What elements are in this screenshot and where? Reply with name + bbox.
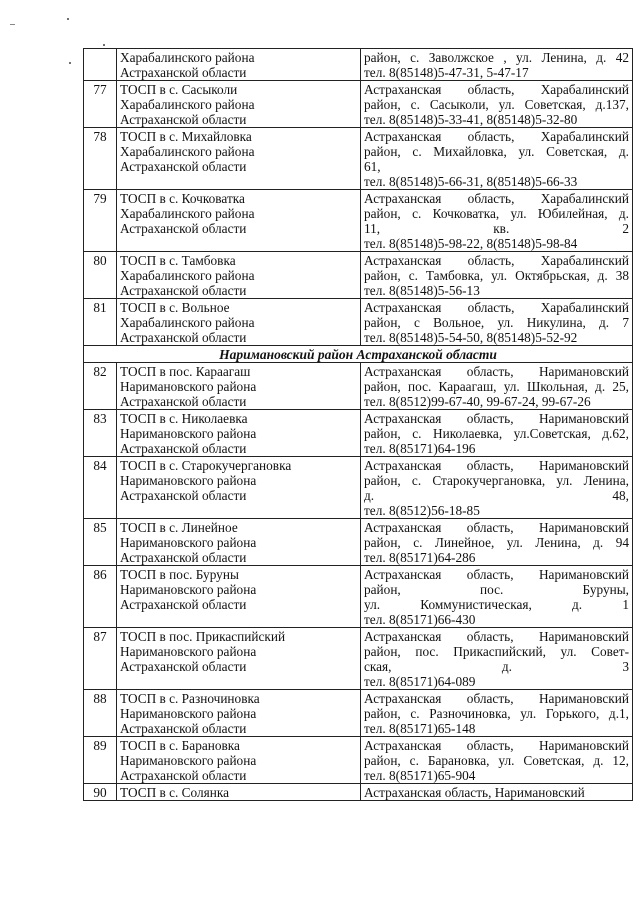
office-name-line: Астраханской области <box>120 330 247 345</box>
office-name-line: ТОСП в с. Тамбовка <box>120 253 236 268</box>
address-cell <box>361 628 633 690</box>
office-name-line: Харабалинского района <box>120 315 255 330</box>
table-row <box>84 690 633 737</box>
office-name-cell <box>117 784 361 801</box>
table-row <box>84 299 633 346</box>
row-number: 79 <box>84 190 117 252</box>
office-name-line: Астраханской области <box>120 65 247 80</box>
address-line: район, с. Николаевка, ул.Советская, д.62, <box>364 426 629 441</box>
address-line: район, с. Линейное, ул. Ленина, д. 94 <box>364 535 629 550</box>
address-cell <box>361 128 633 190</box>
address-cell <box>361 363 633 410</box>
row-number: 83 <box>84 410 117 457</box>
office-name-line: Наримановского района <box>120 426 257 441</box>
office-name-line: Харабалинского района <box>120 144 255 159</box>
office-name-line: Харабалинского района <box>120 268 255 283</box>
table-row <box>84 519 633 566</box>
row-number: 77 <box>84 81 117 128</box>
table-row <box>84 566 633 628</box>
address-line: Астраханская область, Наримановский <box>364 629 629 644</box>
office-name-cell <box>117 49 361 81</box>
office-name-cell <box>117 299 361 346</box>
scan-mark <box>10 24 15 25</box>
phone-line: тел. 8(85171)64-196 <box>364 441 476 456</box>
address-cell <box>361 252 633 299</box>
office-name-line: Астраханской области <box>120 441 247 456</box>
row-number <box>84 49 117 81</box>
row-number: 81 <box>84 299 117 346</box>
address-line: район, с. Тамбовка, ул. Октябрьская, д. 38 <box>364 268 629 283</box>
office-name-line: Наримановского района <box>120 473 257 488</box>
table-row <box>84 410 633 457</box>
table-row <box>84 784 633 801</box>
address-cell <box>361 519 633 566</box>
row-number: 84 <box>84 457 117 519</box>
address-cell <box>361 784 633 801</box>
address-line: Астраханская область, Наримановский <box>364 364 629 379</box>
phone-line: тел. 8(85148)5-66-31, 8(85148)5-66-33 <box>364 174 578 189</box>
row-number: 87 <box>84 628 117 690</box>
office-name-line: Астраханской области <box>120 112 247 127</box>
scan-mark <box>103 44 105 46</box>
phone-line: тел. 8(85148)5-54-50, 8(85148)5-52-92 <box>364 330 578 345</box>
address-line: Астраханская область, Наримановский <box>364 411 629 426</box>
office-name-line: ТОСП в пос. Караагаш <box>120 364 251 379</box>
address-line: район, с. Михайловка, ул. Советская, д. <box>364 144 629 159</box>
phone-line: тел. 8(85148)5-33-41, 8(85148)5-32-80 <box>364 112 578 127</box>
office-name-line: ТОСП в с. Кочковатка <box>120 191 245 206</box>
address-line: Астраханская область, Наримановский <box>364 567 629 582</box>
office-name-line: Астраханской области <box>120 721 247 736</box>
section-title: Наримановский район Астраханской области <box>84 346 633 363</box>
phone-line: тел. 8(85171)64-286 <box>364 550 476 565</box>
office-name-line: Астраханской области <box>120 768 247 783</box>
phone-line: тел. 8(85148)5-47-31, 5-47-17 <box>364 65 529 80</box>
address-line: Астраханская область, Харабалинский <box>364 191 629 206</box>
address-line: Астраханская область, Наримановский <box>364 691 629 706</box>
office-name-cell <box>117 410 361 457</box>
office-name-line: ТОСП в с. Солянка <box>120 785 230 800</box>
office-name-line: Харабалинского района <box>120 97 255 112</box>
office-name-line: ТОСП в с. Старокучергановка <box>120 458 292 473</box>
office-name-cell <box>117 81 361 128</box>
phone-line: тел. 8(85148)5-56-13 <box>364 283 480 298</box>
table-row <box>84 190 633 252</box>
office-name-line: ТОСП в с. Сасыколи <box>120 82 238 97</box>
office-name-line: ТОСП в с. Линейное <box>120 520 238 535</box>
office-name-line: ТОСП в с. Михайловка <box>120 129 252 144</box>
section-header-row <box>84 346 633 363</box>
table-row <box>84 81 633 128</box>
phone-line: тел. 8(85171)64-089 <box>364 674 476 689</box>
address-line: д. 48, <box>364 488 629 503</box>
office-name-line: ТОСП в с. Николаевка <box>120 411 248 426</box>
office-name-line: Астраханской области <box>120 283 247 298</box>
office-name-cell <box>117 628 361 690</box>
row-number: 86 <box>84 566 117 628</box>
office-name-line: Наримановского района <box>120 706 257 721</box>
office-name-line: Астраханской области <box>120 394 247 409</box>
row-number: 85 <box>84 519 117 566</box>
phone-line: тел. 8(85148)5-98-22, 8(85148)5-98-84 <box>364 236 578 251</box>
office-name-line: Наримановского района <box>120 644 257 659</box>
row-number: 78 <box>84 128 117 190</box>
scan-mark <box>67 18 69 20</box>
office-name-line: Наримановского района <box>120 582 257 597</box>
office-name-line: Харабалинского района <box>120 206 255 221</box>
address-cell <box>361 566 633 628</box>
address-line: район, пос. Буруны, <box>364 582 629 597</box>
phone-line: тел. 8(85171)66-430 <box>364 612 476 627</box>
row-number: 80 <box>84 252 117 299</box>
office-name-line: ТОСП в с. Вольное <box>120 300 230 315</box>
address-line: Астраханская область, Харабалинский <box>364 129 629 144</box>
row-number: 89 <box>84 737 117 784</box>
table-row <box>84 628 633 690</box>
phone-line: тел. 8(8512)56-18-85 <box>364 503 480 518</box>
address-line: район, с. Старокучергановка, ул. Ленина, <box>364 473 629 488</box>
address-line: Астраханская область, Наримановский <box>364 785 585 800</box>
address-line: 61, <box>364 159 381 174</box>
address-cell <box>361 49 633 81</box>
office-name-line: ТОСП в пос. Прикаспийский <box>120 629 286 644</box>
office-name-line: Астраханской области <box>120 550 247 565</box>
address-line: район, с. Сасыколи, ул. Советская, д.137, <box>364 97 629 112</box>
office-name-cell <box>117 737 361 784</box>
office-name-cell <box>117 190 361 252</box>
table-row <box>84 128 633 190</box>
table-row <box>84 457 633 519</box>
office-name-cell <box>117 128 361 190</box>
address-line: район, пос. Прикаспийский, ул. Совет- <box>364 644 629 659</box>
address-line: Астраханская область, Харабалинский <box>364 253 629 268</box>
office-name-line: ТОСП в с. Барановка <box>120 738 240 753</box>
office-name-line: Астраханской области <box>120 159 247 174</box>
office-name-cell <box>117 690 361 737</box>
scan-mark <box>69 62 71 64</box>
row-number: 90 <box>84 784 117 801</box>
address-cell <box>361 81 633 128</box>
office-name-line: Астраханской области <box>120 488 247 503</box>
address-line: Астраханская область, Харабалинский <box>364 300 629 315</box>
office-name-line: Наримановского района <box>120 379 257 394</box>
office-name-cell <box>117 566 361 628</box>
address-line: район, пос. Караагаш, ул. Школьная, д. 25, <box>364 379 629 394</box>
row-number: 82 <box>84 363 117 410</box>
phone-line: тел. 8(85171)65-904 <box>364 768 476 783</box>
table-row <box>84 737 633 784</box>
phone-line: тел. 8(8512)99-67-40, 99-67-24, 99-67-26 <box>364 394 591 409</box>
address-cell <box>361 690 633 737</box>
table-row <box>84 49 633 81</box>
office-name-line: Астраханской области <box>120 659 247 674</box>
address-cell <box>361 190 633 252</box>
address-cell <box>361 457 633 519</box>
registry-table <box>83 48 633 801</box>
address-line: Астраханская область, Харабалинский <box>364 82 629 97</box>
address-cell <box>361 299 633 346</box>
office-name-line: Наримановского района <box>120 535 257 550</box>
address-line: 11, кв. 2 <box>364 221 629 236</box>
office-name-line: Астраханской области <box>120 597 247 612</box>
office-name-line: Харабалинского района <box>120 50 255 65</box>
office-name-cell <box>117 252 361 299</box>
office-name-cell <box>117 519 361 566</box>
address-line: ул. Коммунистическая, д. 1 <box>364 597 629 612</box>
address-line: район, с. Разночиновка, ул. Горького, д.1, <box>364 706 629 721</box>
office-name-cell <box>117 363 361 410</box>
address-line: район, с. Кочковатка, ул. Юбилейная, д. <box>364 206 629 221</box>
address-line: район, с. Барановка, ул. Советская, д. 12, <box>364 753 629 768</box>
office-name-line: Наримановского района <box>120 753 257 768</box>
address-cell <box>361 737 633 784</box>
address-line: ская, д. 3 <box>364 659 629 674</box>
office-name-line: ТОСП в пос. Буруны <box>120 567 239 582</box>
address-line: район, с. Заволжское , ул. Ленина, д. 42 <box>364 50 629 65</box>
table-row <box>84 363 633 410</box>
office-name-line: ТОСП в с. Разночиновка <box>120 691 260 706</box>
phone-line: тел. 8(85171)65-148 <box>364 721 476 736</box>
address-cell <box>361 410 633 457</box>
office-name-cell <box>117 457 361 519</box>
address-line: район, с Вольное, ул. Никулина, д. 7 <box>364 315 629 330</box>
address-line: Астраханская область, Наримановский <box>364 458 629 473</box>
office-name-line: Астраханской области <box>120 221 247 236</box>
row-number: 88 <box>84 690 117 737</box>
address-line: Астраханская область, Наримановский <box>364 520 629 535</box>
table-row <box>84 252 633 299</box>
address-line: Астраханская область, Наримановский <box>364 738 629 753</box>
